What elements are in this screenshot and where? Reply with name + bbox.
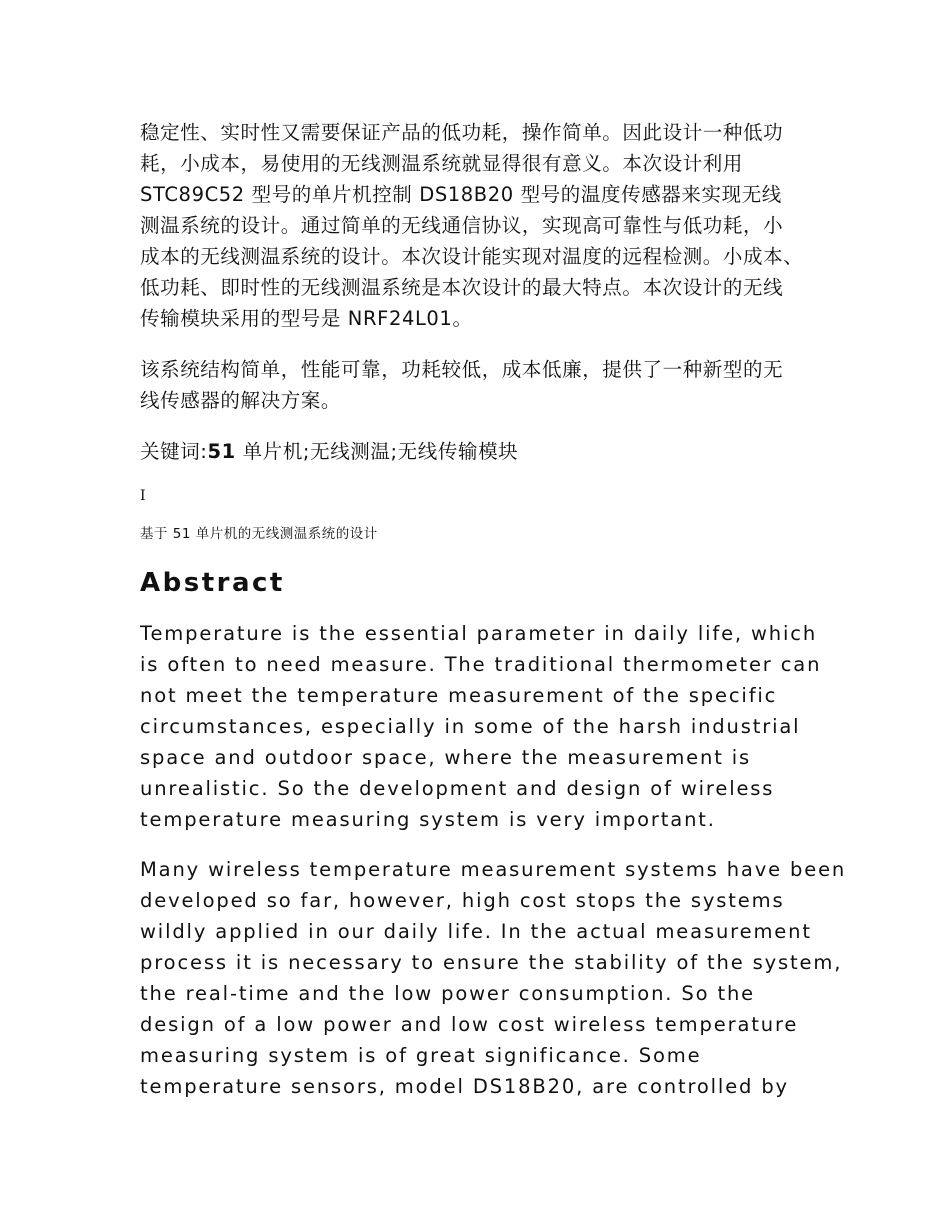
text-line: 测温系统的设计。通过简单的无线通信协议，实现高可靠性与低功耗，小 <box>140 214 784 237</box>
text-line: Many wireless temperature measurement systems have been <box>140 858 847 881</box>
text-line: 低功耗、即时性的无线测温系统是本次设计的最大特点。本次设计的无线 <box>140 276 784 299</box>
chinese-abstract-paragraph-1 <box>140 117 815 334</box>
text-line: not meet the temperature measurement of the specific <box>140 684 778 707</box>
text-line: 该系统结构简单，性能可靠，功耗较低，成本低廉，提供了一种新型的无 <box>140 358 784 381</box>
abstract-paragraph-1 <box>140 618 822 835</box>
keywords-bold: 51 <box>207 440 236 463</box>
chinese-abstract-paragraph-2 <box>140 354 815 416</box>
document-page <box>140 117 847 1121</box>
text-line: process it is necessary to ensure the stability of the system, <box>140 951 843 974</box>
text-line: 线传感器的解决方案。 <box>140 389 342 412</box>
text-line: the real-time and the low power consumption. So the <box>140 982 756 1005</box>
page-number: I <box>140 488 146 504</box>
keywords-list: 单片机;无线测温;无线传输模块 <box>235 440 519 463</box>
text-line: design of a low power and low cost wireless temperature <box>140 1013 799 1036</box>
abstract-paragraph-2 <box>140 854 847 1102</box>
text-line: wildly applied in our daily life. In the actual measurement <box>140 920 812 943</box>
running-header: 基于 51 单片机的无线测温系统的设计 <box>140 526 378 542</box>
text-line: measuring system is of great significance. Some <box>140 1044 702 1067</box>
text-line: 耗，小成本，易使用的无线测温系统就显得很有意义。本次设计利用 <box>140 152 744 175</box>
keywords-label: 关键词: <box>140 440 208 463</box>
text-line: 传输模块采用的型号是 NRF24L01。 <box>140 307 473 330</box>
text-line: circumstances, especially in some of the harsh industrial <box>140 715 801 738</box>
text-line: developed so far, however, high cost stops the systems <box>140 889 785 912</box>
keywords-line <box>140 436 815 467</box>
text-line: temperature measuring system is very important. <box>140 808 716 831</box>
text-line: unrealistic. So the development and design of wireless <box>140 777 775 800</box>
text-line: STC89C52 型号的单片机控制 DS18B20 型号的温度传感器来实现无线 <box>140 183 782 206</box>
text-line: 稳定性、实时性又需要保证产品的低功耗，操作简单。因此设计一种低功 <box>140 121 784 144</box>
text-line: temperature sensors, model DS18B20, are controlled by <box>140 1075 789 1098</box>
text-line: 成本的无线测温系统的设计。本次设计能实现对温度的远程检测。小成本、 <box>140 245 804 268</box>
text-line: is often to need measure. The traditional thermometer can <box>140 653 822 676</box>
text-line: Temperature is the essential parameter in daily life, which <box>140 622 818 645</box>
abstract-title: Abstract <box>140 568 285 598</box>
text-line: space and outdoor space, where the measurement is <box>140 746 752 769</box>
